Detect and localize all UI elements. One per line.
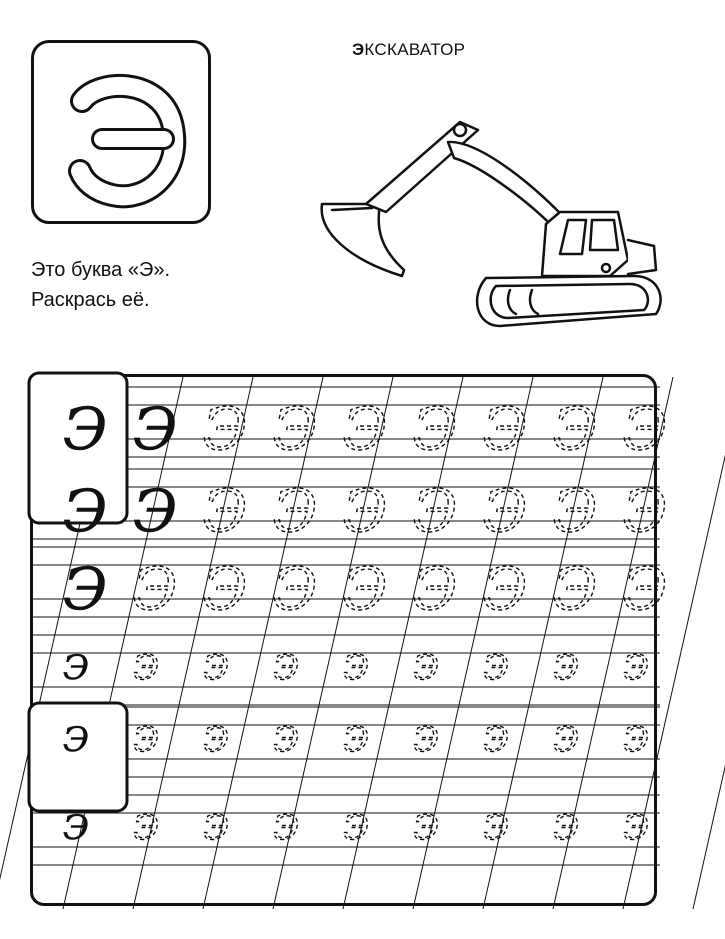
trace-letter: Э: [203, 648, 230, 688]
trace-letter: Э: [133, 720, 160, 760]
model-letter: Э: [63, 555, 108, 623]
model-letter: Э: [133, 395, 178, 463]
trace-letter: Э: [413, 477, 458, 545]
instructions: [31, 255, 170, 315]
trace-letter: Э: [203, 395, 248, 463]
trace-letter: Э: [553, 720, 580, 760]
trace-letter: Э: [273, 808, 300, 848]
trace-letter: Э: [273, 395, 318, 463]
trace-letter: Э: [483, 648, 510, 688]
model-letter: Э: [63, 808, 90, 848]
trace-letter: Э: [203, 808, 230, 848]
model-letter: Э: [133, 477, 178, 545]
trace-letter: Э: [623, 808, 650, 848]
trace-letter: Э: [553, 477, 598, 545]
trace-letter: Э: [483, 477, 528, 545]
trace-letter: Э: [483, 395, 528, 463]
title-first-letter: Э: [352, 40, 365, 59]
writing-worksheet: [30, 374, 668, 906]
trace-letter: Э: [413, 808, 440, 848]
trace-letter: Э: [553, 648, 580, 688]
model-letter: Э: [63, 720, 90, 760]
trace-letter: Э: [553, 395, 598, 463]
trace-letter: Э: [483, 808, 510, 848]
trace-letter: Э: [343, 395, 388, 463]
trace-letter: Э: [413, 720, 440, 760]
letter-card: [31, 40, 211, 224]
trace-letter: Э: [343, 648, 370, 688]
model-letter: Э: [63, 477, 108, 545]
outline-letter-e-icon: [34, 43, 214, 227]
trace-letter: Э: [273, 477, 318, 545]
trace-letter: Э: [623, 477, 668, 545]
model-letter: Э: [63, 395, 108, 463]
instruction-line-2: Раскрась её.: [31, 289, 150, 311]
trace-letter: Э: [133, 808, 160, 848]
trace-letter: Э: [413, 648, 440, 688]
trace-letter: Э: [413, 555, 458, 623]
slant-guide-line: [693, 377, 725, 909]
trace-letter: Э: [623, 720, 650, 760]
instruction-line-1: Это буква «Э».: [31, 259, 171, 281]
trace-letter: Э: [343, 720, 370, 760]
model-letter: Э: [63, 648, 90, 688]
trace-letter: Э: [623, 555, 668, 623]
trace-letter: Э: [273, 648, 300, 688]
trace-letter: Э: [203, 720, 230, 760]
trace-letter: Э: [203, 477, 248, 545]
trace-letter: Э: [273, 555, 318, 623]
trace-letter: Э: [343, 477, 388, 545]
title-rest: КСКАВАТОР: [364, 40, 466, 59]
trace-letter: Э: [413, 395, 458, 463]
trace-letter: Э: [273, 720, 300, 760]
trace-letter: Э: [623, 648, 650, 688]
trace-letter: Э: [343, 555, 388, 623]
trace-letter: Э: [133, 648, 160, 688]
trace-letter: Э: [483, 720, 510, 760]
picture-title: [352, 40, 465, 60]
trace-letter: Э: [343, 808, 370, 848]
excavator-icon: [310, 100, 680, 340]
trace-letter: Э: [203, 555, 248, 623]
trace-letter: Э: [133, 555, 178, 623]
worksheet-grid: [33, 377, 668, 909]
trace-letter: Э: [553, 808, 580, 848]
trace-letter: Э: [553, 555, 598, 623]
trace-letter: Э: [483, 555, 528, 623]
trace-letter: Э: [623, 395, 668, 463]
